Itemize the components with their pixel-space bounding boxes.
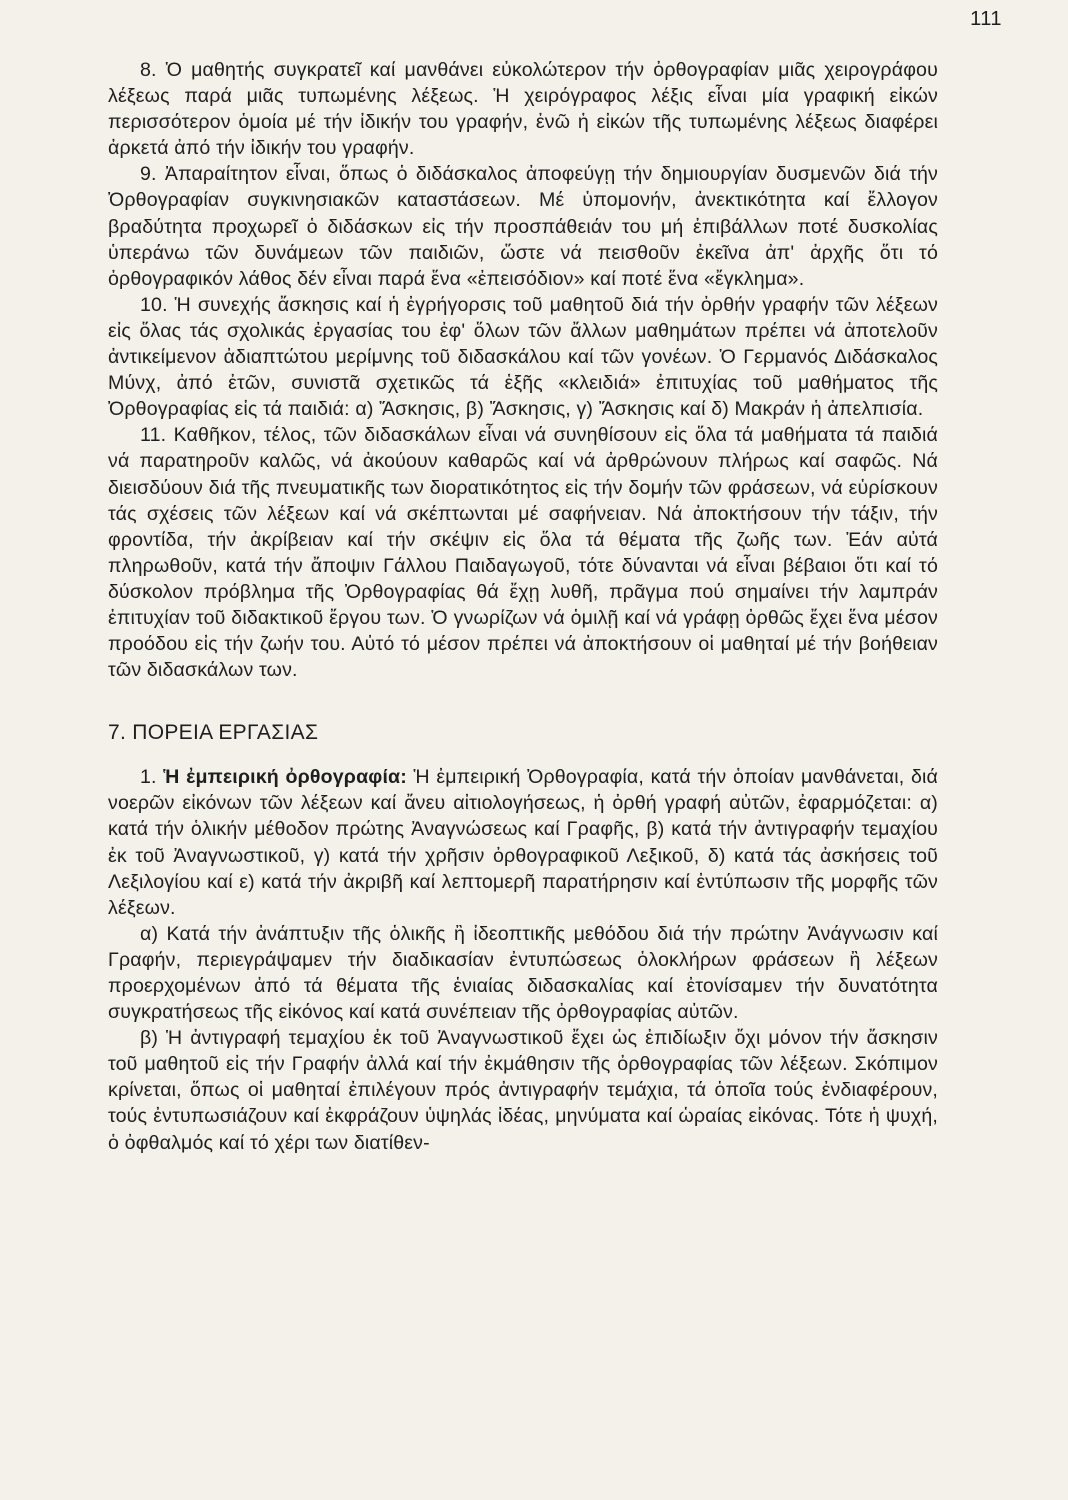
paragraph-item-9 (108, 161, 938, 291)
paragraph-text: Καθῆκον, τέλος, τῶν διδασκάλων εἶναι νά συνηθίσουν εἰς ὅλα τά μαθήματα τά παιδιά νά παρατηροῦν καλῶς, νά ἀκούουν καθαρῶς καί νά ἀρθρώνουν πλήρως καί σαφῶς. Νά διεισδύουν διά τῆς πνευματικῆς των διορατικότητος εἰς τήν δομήν τῶν φράσεων, νά εὑρίσκουν τάς σχέσεις τῶν λέξεων καί νά σκέπτωνται μέ σαφήνειαν. Νά ἀποκτήσουν τήν τάξιν, τήν φροντίδα, τήν ἀκρίβειαν καί τήν σκέψιν εἰς ὅλα τά θέματα τῆς ζωῆς των. Ἐάν αὐτά πληρωθοῦν, κατά τήν ἄποψιν Γάλλου Παιδαγωγοῦ, τότε δύνανται νά εἶναι βέβαιοι ὅτι καί τό δύσκολον πρόβλημα τῆς Ὀρθογραφίας θά ἔχῃ λυθῆ, πρᾶγμα πού σημαίνει τήν λαμπράν ἐπιτυχίαν τοῦ διδακτικοῦ ἔργου των. Ὁ γνωρίζων νά ὁμιλῇ καί νά γράφῃ ὀρθῶς ἔχει ἕνα μέσον προόδου εἰς τήν ζωήν του. Αὐτό τό μέσον πρέπει νά ἀποκτήσουν οἱ μαθηταί μέ τήν βοήθειαν τῶν διδασκάλων των. (108, 424, 938, 682)
paragraph-text: Ἡ συνεχής ἄσκησις καί ἡ ἐγρήγορσις τοῦ μαθητοῦ διά τήν ὀρθήν γραφήν τῶν λέξεων εἰς ὅλας τάς σχολικάς ἐργασίας του ἐφ' ὅλων τῶν ἄλλων μαθημάτων πρέπει νά ἀποτελοῦν ἀντικείμενον ἀδιαπτώτου μερίμνης τοῦ διδασκάλου καί τῶν γονέων. Ὁ Γερμανός Διδάσκαλος Μύνχ, ἀπό ἐτῶν, συνιστᾶ σχετικῶς τά ἑξῆς «κλειδιά» ἐπιτυχίας τοῦ μαθήματος τῆς Ὀρθογραφίας εἰς τά παιδιά: α) Ἄσκησις, β) Ἄσκησις, γ) Ἄσκησις καί δ) Μακράν ἡ ἀπελπισία. (108, 293, 938, 421)
item-number: 11. (140, 424, 167, 447)
item-number: 9. (140, 163, 157, 186)
paragraph-item-10 (108, 292, 938, 422)
paragraph-text: Ἡ ἐμπειρική Ὀρθογραφία, κατά τήν ὁποίαν μανθάνεται, διά νοερῶν εἰκόνων τῶν λέξεων καί ἄνευ αἰτιολογήσεως, ἡ ὀρθή γραφή αὐτῶν, ἐφαρμόζεται: α) κατά τήν ὁλικήν μέθοδον πρώτης Ἀναγνώσεως καί Γραφῆς, β) κατά τήν ἀντιγραφήν τεμαχίου ἐκ τοῦ Ἀναγνωστικοῦ, γ) κατά τήν χρῆσιν ὀρθογραφικοῦ Λεξικοῦ, δ) κατά τάς ἀσκήσεις τοῦ Λεξιλογίου καί ε) κατά τήν ἀκριβῆ καί λεπτομερῆ παρατήρησιν καί ἐντύπωσιν τῆς μορφῆς τῶν λέξεων. (108, 766, 938, 919)
paragraph-subitem-a: α) Κατά τήν ἀνάπτυξιν τῆς ὁλικῆς ἢ ἰδεοπτικῆς μεθόδου διά τήν πρώτην Ἀνάγνωσιν καί Γραφήν, περιεγράψαμεν τήν διαδικασίαν ἐντυπώσεως ὁλοκλήρων φράσεων ἢ λέξεων προερχομένων ἀπό τά θέματα τῆς ἑνιαίας διδασκαλίας καί ἐτονίσαμεν τήν δυνατότητα συγκρατήσεως τῆς εἰκόνος καί κατά συνέπειαν τῆς ὀρθογραφίας αὐτῶν. (108, 922, 938, 1024)
page-number: 111 (970, 8, 1002, 30)
page-body (108, 57, 938, 1156)
section-heading: 7. ΠΟΡΕΙΑ ΕΡΓΑΣΙΑΣ (108, 721, 319, 745)
paragraph-section-item-1 (108, 764, 938, 921)
item-number: 8. (140, 59, 157, 81)
paragraph-item-8 (108, 57, 938, 161)
paragraph-item-11 (108, 422, 938, 683)
item-lead-term: Ἡ ἐμπειρική ὀρθογραφία: (163, 766, 407, 789)
paragraph-subitem-b: β) Ἡ ἀντιγραφή τεμαχίου ἐκ τοῦ Ἀναγνωστικοῦ ἔχει ὡς ἐπιδίωξιν ὄχι μόνον τήν ἄσκησιν τοῦ μαθητοῦ εἰς τήν Γραφήν ἀλλά καί τήν ἐκμάθησιν τῆς ὀρθογραφίας τῶν λέξεων. Σκόπιμον κρίνεται, ὅπως οἱ μαθηταί ἐπιλέγουν πρός ἀντιγραφήν τεμάχια, τά ὁποῖα τούς ἐνδιαφέρουν, τούς ἐντυπωσιάζουν καί ἐκφράζουν ὑψηλάς ἰδέας, μηνύματα καί ὡραίας εἰκόνας. Τότε ἡ ψυχή, ὁ ὀφθαλμός καί τό χέρι των διατίθεν- (108, 1027, 938, 1154)
paragraph-text: Ὁ μαθητής συγκρατεῖ καί μανθάνει εὐκολώτερον τήν ὀρθογραφίαν μιᾶς χειρογράφου λέξεως παρά μιᾶς τυπωμένης λέξεως. Ἡ χειρόγραφος λέξις εἶναι μία γραφική εἰκών περισσότερον ὁμοία μέ τήν ἰδικήν του γραφήν, ἐνῶ ἡ εἰκών τῆς τυπωμένης λέξεως διαφέρει ἀρκετά ἀπό τήν ἰδικήν του γραφήν. (108, 59, 938, 160)
paragraph-text: Ἀπαραίτητον εἶναι, ὅπως ὁ διδάσκαλος ἀποφεύγῃ τήν δημιουργίαν δυσμενῶν διά τήν Ὀρθογραφίαν συγκινησιακῶν καταστάσεων. Μέ ὑπομονήν, ἀνεκτικότητα καί ἔλλογον βραδύτητα προχωρεῖ ὁ διδάσκων εἰς τήν προσπάθειάν του μή ἐπιβάλλων ποτέ δυσκολίας ὑπεράνω τῶν δυνάμεων τῶν παιδιῶν, ὥστε νά πεισθοῦν ἐκεῖνα ἀπ' ἀρχῆς ὅτι τό ὀρθογραφικόν λάθος δέν εἶναι παρά ἕνα «ἐπεισόδιον» καί ποτέ ἕνα «ἔγκλημα». (108, 163, 938, 290)
item-number: 1. (140, 766, 157, 789)
item-number: 10. (140, 293, 168, 316)
